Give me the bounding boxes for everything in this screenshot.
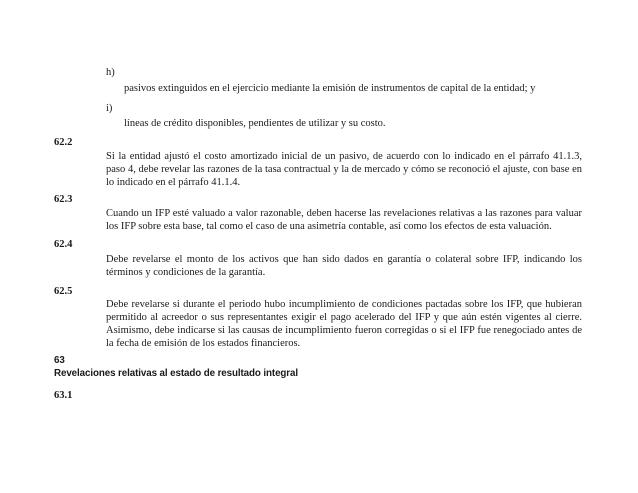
paragraph-number-62-2: 62.2 [54, 137, 73, 148]
paragraph-text-62-4: Debe revelarse el monto de los activos que han sido dados en garantía o colateral sobre IFP, indicando los términos y condiciones de la garantía. [106, 254, 582, 278]
section-number: 63 [54, 355, 65, 366]
paragraph-number-62-5: 62.5 [54, 286, 73, 297]
section-title: Revelaciones relativas al estado de resultado integral [54, 368, 298, 379]
list-item-label-h: h) [106, 67, 115, 78]
list-item-text-i: líneas de crédito disponibles, pendientes de utilizar y su costo. [124, 118, 386, 129]
paragraph-number-63-1: 63.1 [54, 390, 73, 401]
list-item-text-h: pasivos extinguidos en el ejercicio mediante la emisión de instrumentos de capital de la entidad; y [124, 83, 536, 94]
paragraph-text-62-5: Debe revelarse si durante el periodo hubo incumplimiento de condiciones pactadas sobre los IFP, que hubieran permitido al acreedor o sus representantes exigir el pago acelerado del IFP y que aún estén vigentes al cierre. Asimismo, debe indicarse si las causas de incumplimiento fueron corregidas o si el IFP fue renegociado antes de la fecha de emisión de los estados financieros. [106, 299, 582, 349]
paragraph-number-62-4: 62.4 [54, 239, 73, 250]
paragraph-text-62-2: Si la entidad ajustó el costo amortizado inicial de un pasivo, de acuerdo con lo indicado en el párrafo 41.1.3, paso 4, debe revelar las razones de la tasa contractual y la de mercado y cómo se reconoció el ajuste, con base en lo indicado en el párrafo 41.1.4. [106, 151, 582, 188]
paragraph-number-62-3: 62.3 [54, 194, 73, 205]
list-item-label-i: i) [106, 103, 113, 114]
paragraph-text-62-3: Cuando un IFP esté valuado a valor razonable, deben hacerse las revelaciones relativas a las razones para valuar los IFP sobre esta base, tal como el caso de una asimetría contable, así como los efectos de esta valuación. [106, 208, 582, 232]
